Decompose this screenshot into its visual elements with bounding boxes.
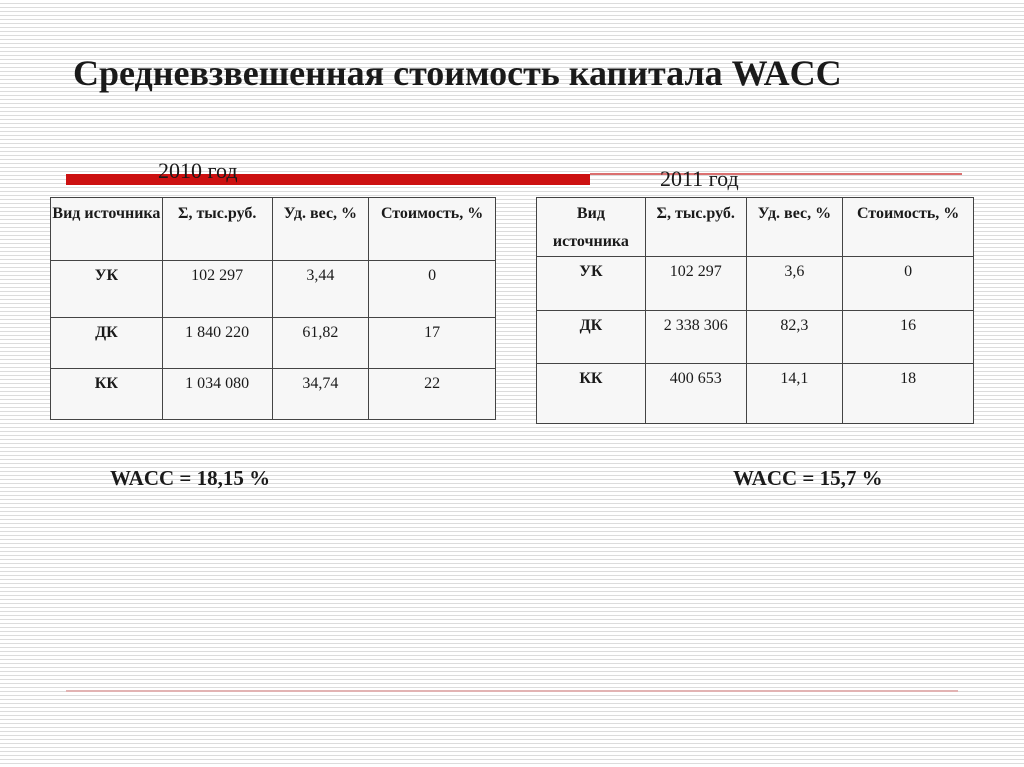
- cell-weight: 3,6: [746, 257, 843, 311]
- cell-sum: 102 297: [162, 261, 272, 318]
- table-2010: [50, 197, 496, 420]
- wacc-2011: WACC = 15,7 %: [733, 466, 883, 490]
- header-source: Вид источника: [51, 198, 163, 261]
- table-row: [537, 311, 974, 364]
- year-label-2011: 2011 год: [660, 166, 739, 191]
- cell-source: ДК: [51, 318, 163, 369]
- cell-source: КК: [51, 369, 163, 420]
- accent-line: [590, 173, 962, 175]
- table-row: [51, 369, 496, 420]
- cell-source: УК: [537, 257, 646, 311]
- year-label-2010: 2010 год: [158, 158, 238, 183]
- header-weight: Уд. вес, %: [272, 198, 369, 261]
- cell-weight: 34,74: [272, 369, 369, 420]
- cell-source: КК: [537, 364, 646, 424]
- header-sum: Σ, тыс.руб.: [162, 198, 272, 261]
- cell-sum: 1 840 220: [162, 318, 272, 369]
- accent-bar: [66, 174, 590, 185]
- wacc-2010: WACC = 18,15 %: [110, 466, 271, 490]
- cell-cost: 16: [843, 311, 974, 364]
- cell-cost: 17: [369, 318, 496, 369]
- cell-weight: 82,3: [746, 311, 843, 364]
- header-source: Вид источника: [537, 198, 646, 257]
- cell-sum: 102 297: [645, 257, 746, 311]
- table-header-row: [537, 198, 974, 257]
- cell-sum: 1 034 080: [162, 369, 272, 420]
- table-2011: [536, 197, 974, 424]
- footer-divider: [66, 690, 958, 692]
- table-header-row: [51, 198, 496, 261]
- table-row: [537, 364, 974, 424]
- header-cost: Стоимость, %: [843, 198, 974, 257]
- cell-weight: 61,82: [272, 318, 369, 369]
- cell-cost: 0: [843, 257, 974, 311]
- header-cost: Стоимость, %: [369, 198, 496, 261]
- cell-cost: 0: [369, 261, 496, 318]
- header-weight: Уд. вес, %: [746, 198, 843, 257]
- table-row: [51, 318, 496, 369]
- cell-cost: 22: [369, 369, 496, 420]
- cell-source: ДК: [537, 311, 646, 364]
- cell-weight: 3,44: [272, 261, 369, 318]
- table-row: [51, 261, 496, 318]
- slide-title: Средневзвешенная стоимость капитала WACC: [73, 53, 842, 93]
- cell-sum: 2 338 306: [645, 311, 746, 364]
- table-row: [537, 257, 974, 311]
- cell-cost: 18: [843, 364, 974, 424]
- header-sum: Σ, тыс.руб.: [645, 198, 746, 257]
- cell-sum: 400 653: [645, 364, 746, 424]
- cell-source: УК: [51, 261, 163, 318]
- cell-weight: 14,1: [746, 364, 843, 424]
